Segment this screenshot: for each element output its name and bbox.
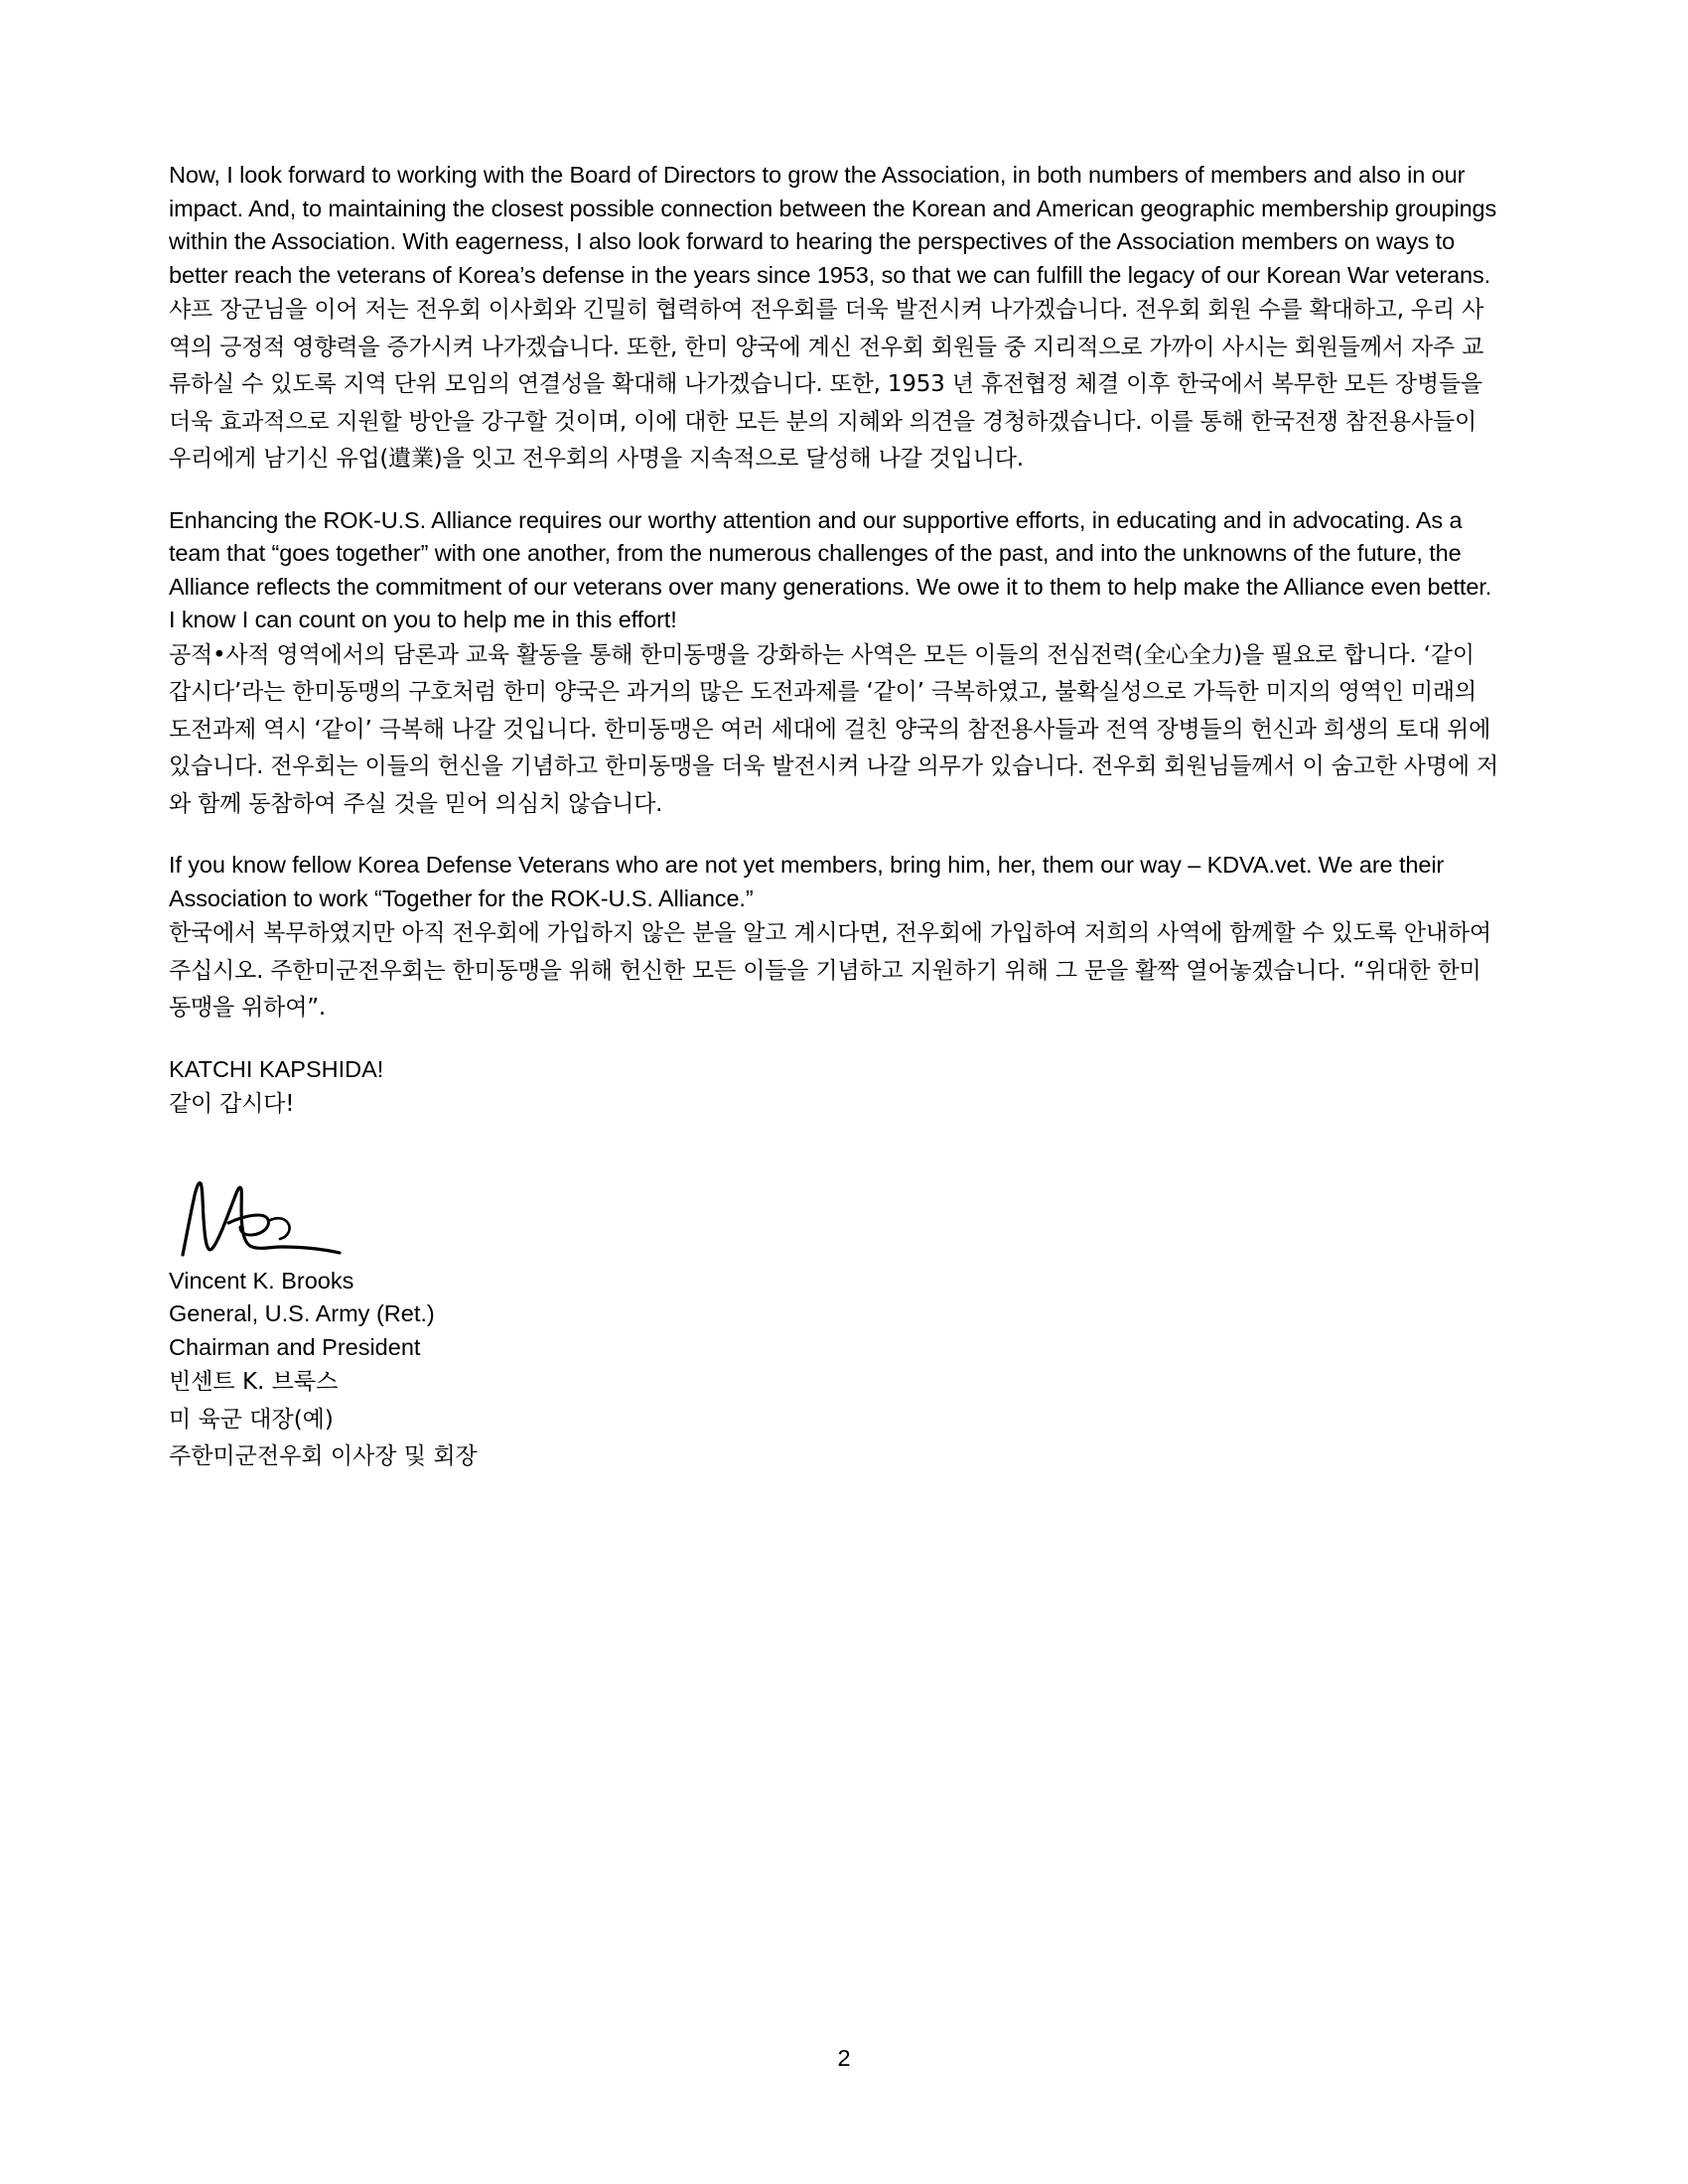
closing-korean: 같이 갑시다! xyxy=(169,1091,295,1117)
signature-title-english: Chairman and President xyxy=(169,1333,421,1360)
paragraph-spacer xyxy=(169,478,1499,504)
signature-block xyxy=(169,1177,1499,1476)
signature-name-korean: 빈센트 K. 브룩스 xyxy=(169,1369,339,1395)
signature-rank-korean: 미 육군 대장(예) xyxy=(169,1406,334,1433)
paragraph-1-english: Now, I look forward to working with the Board of Directors to grow the Association, in both numbers of members and also in our impact. And, to maintaining the closest possible connection between the Korean and American geographic membership groupings within the Association. With eagerness, I also look forward to hearing the perspectives of the Association members on ways to better reach the veterans of Korea’s defense in the years since 1953, so that we can fulfill the legacy of our Korean War veterans. xyxy=(169,162,1497,288)
paragraph-3-english: If you know fellow Korea Defense Veterans who are not yet members, bring him, her, them our way – KDVA.vet. We are their Association to work “Together for the ROK-U.S. Alliance.” xyxy=(169,852,1445,911)
paragraph-spacer xyxy=(169,823,1499,849)
handwritten-signature-image xyxy=(173,1177,471,1265)
paragraph-2-korean: 공적•사적 영역에서의 담론과 교육 활동을 통해 한미동맹을 강화하는 사역은 모든 이들의 전심전력(全心全力)을 필요로 합니다. ‘같이 갑시다’라는 한미동맹의 구호처럼 한미 양국은 과거의 많은 도전과제를 ‘같이’ 극복하였고, 불확실성으로 가득한 미지의 영역인 미래의 도전과제 역시 ‘같이’ 극복해 나갈 것입니다. 한미동맹은 여러 세대에 걸친 양국의 참전용사들과 전역 장병들의 헌신과 희생의 토대 위에 있습니다. 전우회는 이들의 헌신을 기념하고 한미동맹을 더욱 발전시켜 나갈 의무가 있습니다. 전우회 회원님들께서 이 숨고한 사명에 저와 함께 동참하여 주실 것을 믿어 의심치 않습니다. xyxy=(169,641,1498,817)
paragraph-1-korean: 샤프 장군님을 이어 저는 전우회 이사회와 긴밀히 협력하여 전우회를 더욱 발전시켜 나가겠습니다. 전우회 회원 수를 확대하고, 우리 사역의 긍정적 영향력을 증가시켜 나가겠습니다. 또한, 한미 양국에 계신 전우회 회원들 중 지리적으로 가까이 사시는 회원들께서 자주 교류하실 수 있도록 지역 단위 모임의 연결성을 확대해 나가겠습니다. 또한, 1953 년 휴전협정 체결 이후 한국에서 복무한 모든 장병들을 더욱 효과적으로 지원할 방안을 강구할 것이며, 이에 대한 모든 분의 지혜와 의견을 경청하겠습니다. 이를 통해 한국전쟁 참전용사들이 우리에게 남기신 유업(遺業)을 잇고 전우회의 사명을 지속적으로 달성해 나갈 것입니다. xyxy=(169,297,1484,472)
paragraph-2-english: Enhancing the ROK-U.S. Alliance requires our worthy attention and our supportive efforts, in educating and in advocating. As a team that “goes together” with one another, from the numerous challenges of the past, and into the unknowns of the future, the Alliance reflects the commitment of our veterans over many generations. We owe it to them to help make the Alliance even better. I know I can count on you to help me in this effort! xyxy=(169,506,1492,632)
paragraph-3-korean: 한국에서 복무하였지만 아직 전우회에 가입하지 않은 분을 알고 계시다면, 전우회에 가입하여 저희의 사역에 함께할 수 있도록 안내하여 주십시오. 주한미군전우회는 한미동맹을 위해 헌신한 모든 이들을 기념하고 지원하기 위해 그 문을 활짝 열어놓겠습니다. “위대한 한미동맹을 위하여”. xyxy=(169,920,1491,1021)
document-body xyxy=(169,159,1499,1476)
page-number: 2 xyxy=(837,2045,851,2071)
signature-rank-english: General, U.S. Army (Ret.) xyxy=(169,1300,435,1326)
signature-name-english: Vincent K. Brooks xyxy=(169,1267,354,1294)
closing-english: KATCHI KAPSHIDA! xyxy=(169,1055,384,1082)
signature-title-korean: 주한미군전우회 이사장 및 회장 xyxy=(169,1443,478,1469)
paragraph-spacer xyxy=(169,1027,1499,1053)
